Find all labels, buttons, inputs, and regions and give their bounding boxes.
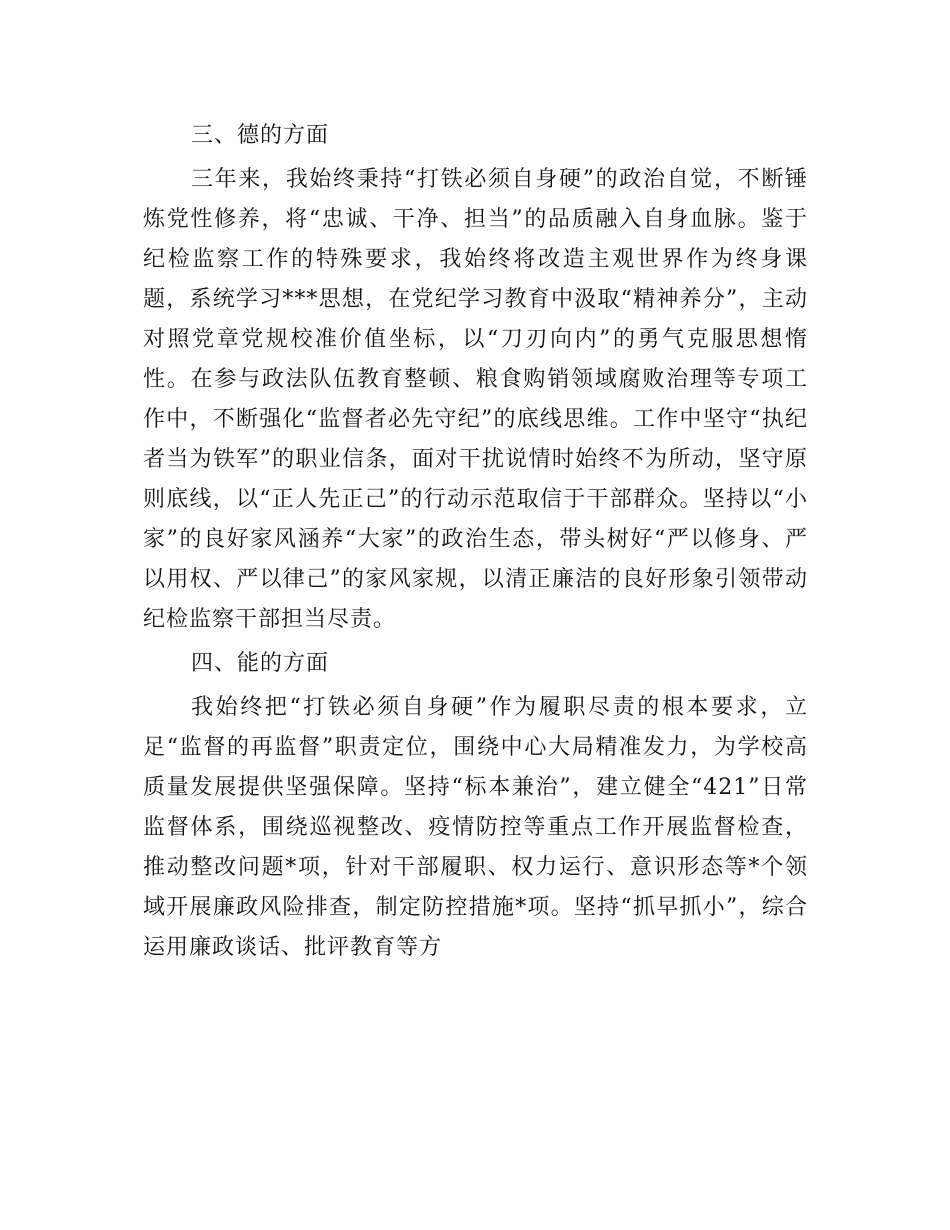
document-body [143,116,808,972]
section-heading-neng: 四、能的方面 [191,651,330,676]
section-paragraph-de: 三年来，我始终秉持“打铁必须自身硬”的政治自觉，不断锤炼党性修养，将“忠诚、干净、担当”的品质融入自身血脉。鉴于纪检监察工作的特殊要求，我始终将改造主观世界作为终身课题，系统学习***思想，在党纪学习教育中汲取“精神养分”，主动对照党章党规校准价值坐标，以“刀刃向内”的勇气克服思想惰性。在参与政法队伍教育整顿、粮食购销领域腐败治理等专项工作中，不断强化“监督者必先守纪”的底线思维。工作中坚守“执纪者当为铁军”的职业信条，面对干扰说情时始终不为所动，坚守原则底线，以“正人先正己”的行动示范取信于干部群众。坚持以“小家”的良好家风涵养“大家”的政治生态，带头树好“严以修身、严以用权、严以律己”的家风家规，以清正廉洁的良好形象引领带动纪检监察干部担当尽责。 [143,167,808,632]
section-paragraph-neng: 我始终把“打铁必须自身硬”作为履职尽责的根本要求，立足“监督的再监督”职责定位，围绕中心大局精准发力，为学校高质量发展提供坚强保障。坚持“标本兼治”，建立健全“421”日常监督体系，围绕巡视整改、疫情防控等重点工作开展监督检查，推动整改问题*项，针对干部履职、权力运行、意识形态等*个领域开展廉政风险排查，制定防控措施*项。坚持“抓早抓小”，综合运用廉政谈话、批评教育等方 [143,695,808,960]
section-heading-de: 三、德的方面 [191,123,330,148]
